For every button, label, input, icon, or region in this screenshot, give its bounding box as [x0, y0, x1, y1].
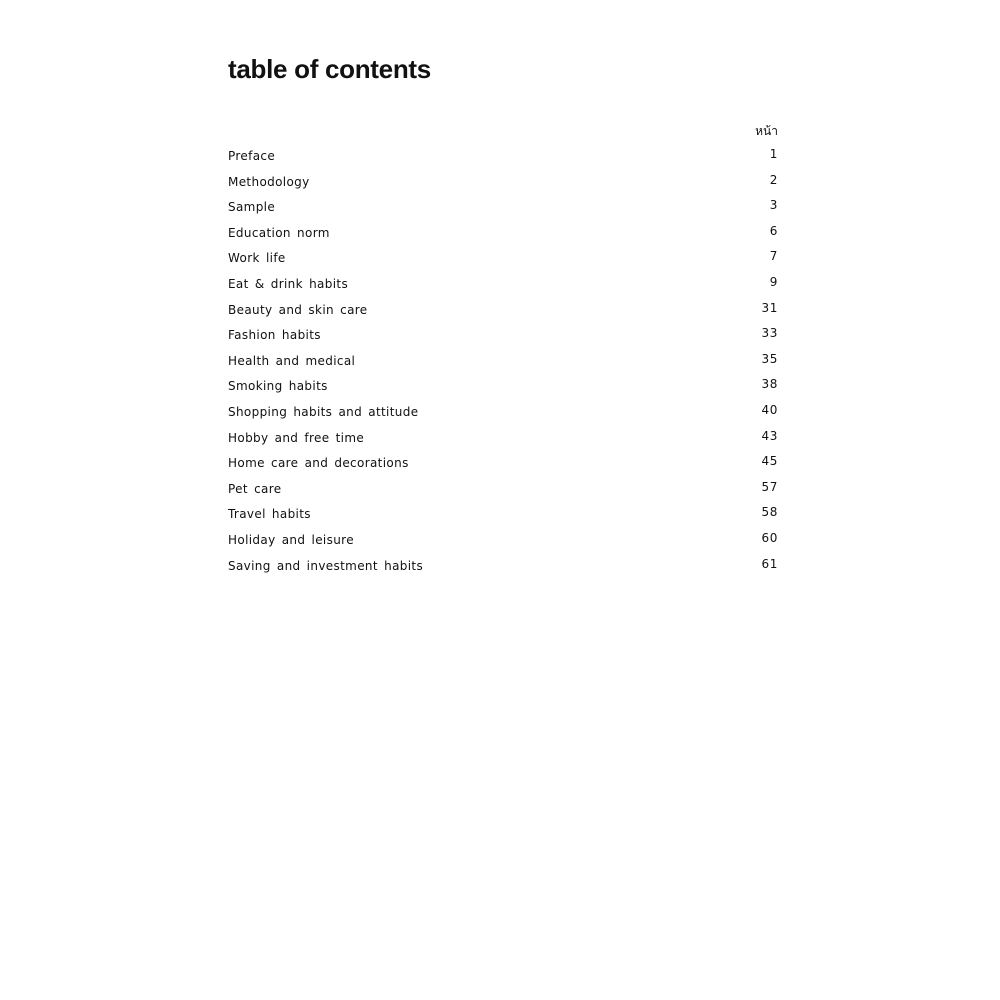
toc-entry — [228, 427, 778, 453]
toc-entry-label: Education norm — [228, 225, 330, 240]
toc-entry — [228, 222, 778, 248]
toc-entry — [228, 299, 778, 325]
toc-entry-label: Sample — [228, 200, 276, 215]
toc-entry-label: Travel habits — [228, 507, 311, 522]
toc-entry — [228, 401, 778, 427]
toc-entry-label: Beauty and skin care — [228, 302, 368, 317]
toc-entry-page: 43 — [761, 428, 778, 443]
toc-entry — [228, 171, 778, 197]
toc-entry-page: 7 — [769, 249, 778, 264]
toc-entry-page: 3 — [769, 198, 778, 213]
toc-entry-page: 31 — [761, 300, 778, 315]
toc-entry-page: 9 — [769, 274, 778, 289]
toc-entry-label: Home care and decorations — [228, 456, 409, 471]
toc-entry-page: 35 — [761, 351, 778, 366]
toc-entry — [228, 324, 778, 350]
page-title: table of contents — [228, 54, 431, 84]
toc-entry-label: Preface — [228, 149, 276, 163]
toc-list — [228, 145, 778, 580]
toc-entry — [228, 273, 778, 299]
toc-entry-label: Holiday and leisure — [228, 532, 354, 547]
toc-entry — [228, 503, 778, 529]
toc-entry — [228, 375, 778, 401]
toc-entry-label: Eat & drink habits — [228, 276, 349, 291]
toc-entry-page: 38 — [761, 377, 778, 392]
toc-entry-label: Fashion habits — [228, 328, 321, 343]
toc-entry — [228, 247, 778, 273]
toc-entry — [228, 350, 778, 376]
toc-entry-label: Shopping habits and attitude — [228, 404, 419, 419]
toc-entry — [228, 196, 778, 222]
toc-entry-page: 58 — [761, 505, 778, 520]
toc-entry-page: 40 — [761, 402, 778, 417]
toc-entry-label: Methodology — [228, 174, 310, 189]
toc-entry-label: Health and medical — [228, 353, 356, 368]
toc-entry — [228, 145, 778, 171]
toc-entry-page: 45 — [761, 454, 778, 469]
toc-entry-page: 33 — [761, 326, 778, 341]
toc-entry-page: 1 — [769, 147, 778, 161]
toc-entry-label: Saving and investment habits — [228, 558, 424, 573]
toc-entry-page: 60 — [761, 530, 778, 545]
toc-entry — [228, 555, 778, 581]
toc-entry-page: 61 — [761, 556, 778, 571]
toc-entry-page: 57 — [761, 479, 778, 494]
page-number-column-header: หน้า — [755, 124, 778, 138]
toc-entry-label: Pet care — [228, 481, 282, 496]
toc-entry-label: Smoking habits — [228, 379, 328, 394]
toc-entry — [228, 529, 778, 555]
toc-entry-page: 6 — [769, 223, 778, 238]
toc-entry — [228, 452, 778, 478]
toc-entry — [228, 478, 778, 504]
toc-entry-page: 2 — [769, 172, 778, 187]
toc-entry-label: Hobby and free time — [228, 430, 365, 445]
toc-entry-label: Work life — [228, 251, 286, 266]
